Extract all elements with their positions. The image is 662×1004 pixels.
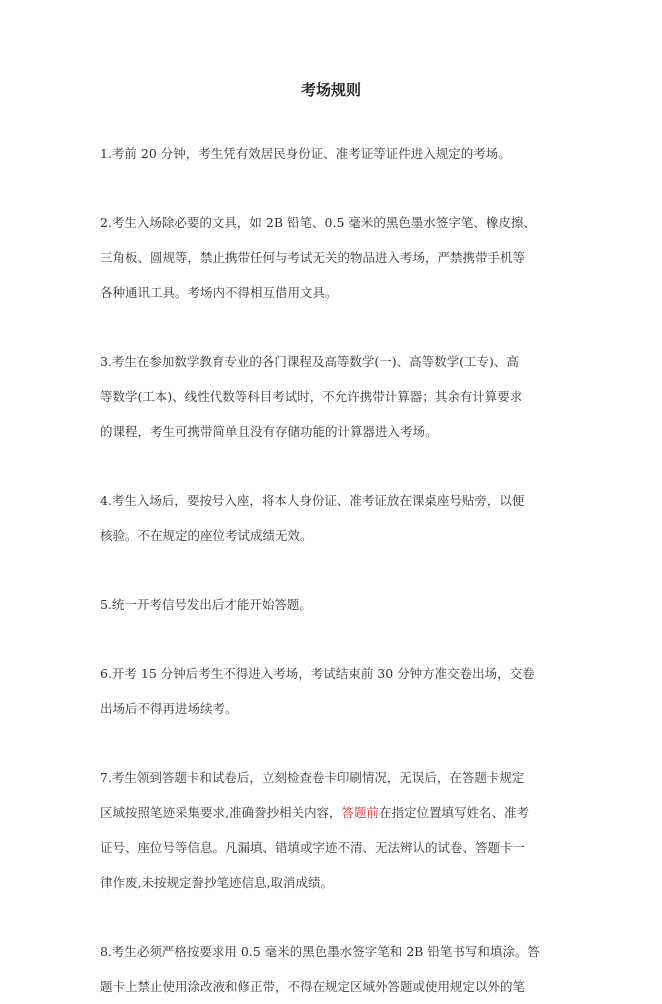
rule-line: 律作废,未按规定誊抄笔迹信息,取消成绩。 — [100, 875, 333, 890]
page-title: 考场规则 — [300, 81, 361, 99]
rule-line: 各种通讯工具。考场内不得相互借用文具。 — [100, 285, 338, 300]
rule-line: 三角板、圆规等，禁止携带任何与考试无关的物品进入考场，严禁携带手机等 — [100, 250, 526, 265]
rule-6 — [100, 656, 562, 726]
rule-line: 6.开考 15 分钟后考生不得进入考场，考试结束前 30 分钟方准交卷出场，交卷 — [100, 666, 535, 681]
highlighted-text: 答题前 — [341, 805, 379, 820]
rule-line: 1.考前 20 分钟，考生凭有效居民身份证、准考证等证件进入规定的考场。 — [100, 146, 511, 161]
rule-8 — [100, 934, 562, 1004]
rule-line: 证号、座位号等信息。凡漏填、错填或字迹不清、无法辨认的试卷、答题卡一 — [100, 840, 526, 855]
rule-line: 3.考生在参加数学教育专业的各门课程及高等数学(一)、高等数学(工专)、高 — [100, 354, 519, 369]
rule-3 — [100, 344, 562, 449]
rule-text: 区域按照笔迹采集要求,准确誊抄相关内容， — [100, 805, 342, 820]
rule-line: 4.考生入场后，要按号入座，将本人身份证、准考证放在课桌座号贴旁，以便 — [100, 493, 525, 508]
rule-line: 等数学(工本)、线性代数等科目考试时，不允许携带计算器；其余有计算要求 — [100, 389, 523, 404]
rule-1 — [100, 136, 562, 171]
rule-line: 出场后不得再进场续考。 — [100, 701, 238, 716]
rule-4 — [100, 483, 562, 553]
rule-line: 题卡上禁止使用涂改液和修正带，不得在规定区域外答题或使用规定以外的笔 — [100, 979, 526, 994]
rule-line: 5.统一开考信号发出后才能开始答题。 — [100, 597, 312, 612]
rule-5 — [100, 587, 562, 622]
rules-list — [100, 136, 562, 1004]
rule-line: 的课程，考生可携带简单且没有存储功能的计算器进入考场。 — [100, 424, 438, 439]
rule-line: 8.考生必须严格按要求用 0.5 毫米的黑色墨水签字笔和 2B 铅笔书写和填涂。答 — [100, 944, 540, 959]
rule-line: 核验。不在规定的座位考试成绩无效。 — [100, 528, 313, 543]
rule-7 — [100, 760, 562, 900]
rule-2 — [100, 205, 562, 310]
rule-line: 2.考生入场除必要的文具，如 2B 铅笔、0.5 毫米的黑色墨水签字笔、橡皮擦、 — [100, 215, 536, 230]
rule-line: 7.考生领到答题卡和试卷后，立刻检查卷卡印刷情况，无误后，在答题卡规定 — [100, 770, 525, 785]
rule-line — [100, 795, 562, 830]
rule-text: 在指定位置填写姓名、准考 — [379, 805, 530, 820]
